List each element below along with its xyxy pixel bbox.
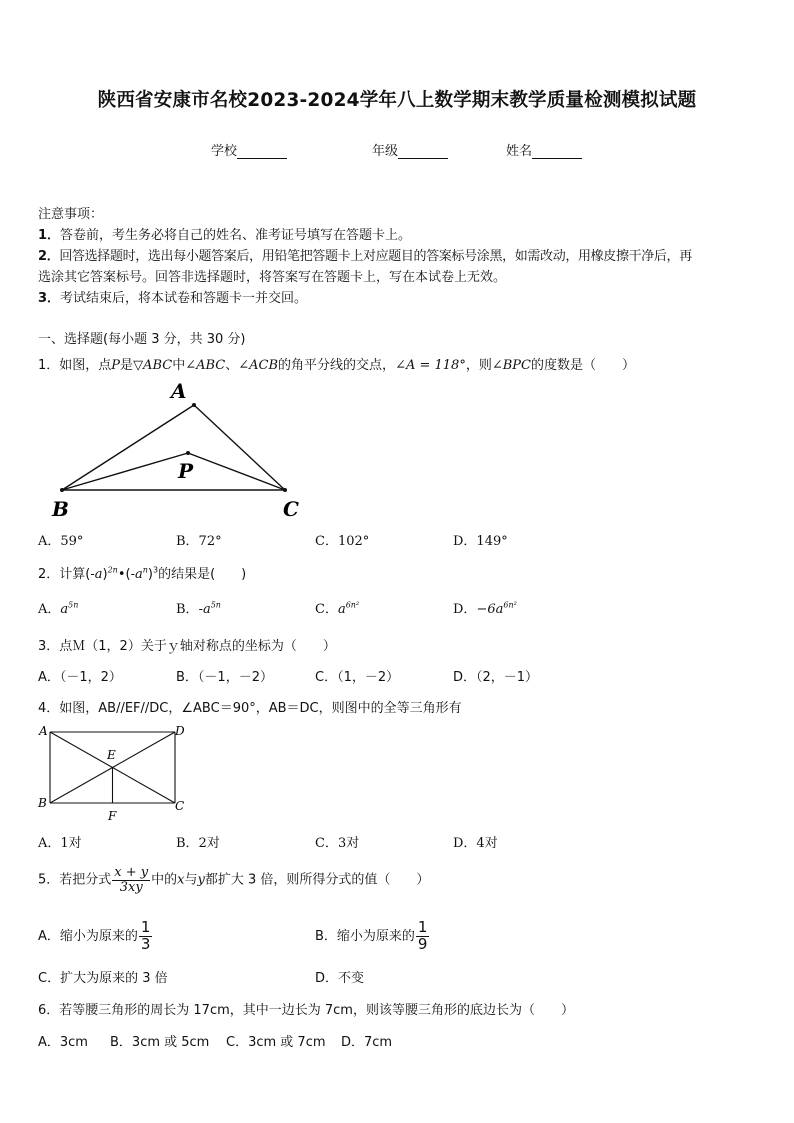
notice-item-1: 1．答卷前，考生务必将自己的姓名、准考证号填写在答题卡上。 (38, 228, 412, 243)
q3-option-b[interactable]: B．（－1，－2） (176, 670, 273, 685)
notice-item-3: 3．考试结束后，将本试卷和答题卡一并交回。 (38, 291, 308, 306)
q2-option-d[interactable]: D．$-6a^{6n^2}$ (453, 600, 517, 617)
q5-option-c[interactable]: C．扩大为原来的 3 倍 (38, 971, 168, 986)
point-label-e: E (107, 748, 116, 762)
q4-option-a[interactable]: A．1对 (38, 836, 82, 851)
school-blank (237, 144, 287, 159)
name-blank (532, 144, 582, 159)
question-6-stem: 6．若等腰三角形的周长为 17cm，其中一边长为 7cm，则该等腰三角形的底边长为（ ） (38, 1003, 574, 1018)
name-label: 姓名 (506, 144, 533, 159)
notice-item-2-cont: 选涂其它答案标号。回答非选择题时，将答案写在答题卡上，写在本试卷上无效。 (38, 270, 507, 285)
q6-option-d[interactable]: D．7cm (341, 1035, 393, 1050)
page-title: 陕西省安康市名校2023-2024学年八上数学期末教学质量检测模拟试题 (97, 90, 697, 111)
vertex-label-a: A (171, 379, 187, 403)
q1-option-b[interactable]: B．72° (176, 534, 222, 549)
q4-option-b[interactable]: B．2对 (176, 836, 220, 851)
point-label-f: F (108, 809, 117, 823)
q6-option-b[interactable]: B．3cm 或 5cm (110, 1035, 210, 1050)
q3-option-c[interactable]: C．（1，－2） (315, 670, 400, 685)
q1-option-d[interactable]: D．149° (453, 534, 508, 549)
q5-option-d[interactable]: D．不变 (315, 971, 365, 986)
question-4-stem: 4．如图，AB//EF//DC，∠ABC＝90°，AB＝DC，则图中的全等三角形有 (38, 701, 462, 716)
q2-option-b[interactable]: B．$-a^{5n}$ (176, 600, 221, 617)
point-label-a: A (39, 724, 48, 738)
vertex-label-b: B (52, 497, 69, 521)
vertex-label-c: C (283, 497, 299, 521)
q3-option-d[interactable]: D．（2，－1） (453, 670, 539, 685)
notice-item-2: 2．回答选择题时，选出每小题答案后，用铅笔把答题卡上对应题目的答案标号涂黑，如需改动，用橡皮擦干净后，再 (38, 249, 692, 264)
school-field (211, 140, 287, 159)
q2-option-c[interactable]: C．$a^{6n^2}$ (315, 600, 360, 617)
rectangle-figure (34, 720, 194, 828)
name-field (506, 140, 582, 159)
q5-fraction: $\frac{x + y}{3xy}$ (114, 865, 149, 895)
vertex-label-p: P (178, 459, 194, 483)
q3-option-a[interactable]: A．（－1，2） (38, 670, 122, 685)
grade-field (372, 140, 448, 159)
q6-option-c[interactable]: C．3cm 或 7cm (226, 1035, 326, 1050)
grade-blank (398, 144, 448, 159)
school-label: 学校 (211, 144, 238, 159)
notice-heading: 注意事项： (38, 207, 104, 222)
triangle-abc-figure (40, 378, 310, 523)
question-5-stem: 5．若把分式 $\frac{x + y}{3xy}$ 中的x与y都扩大 3 倍，则所得分式的值（ ） (38, 865, 430, 895)
section-heading: 一、选择题(每小题 3 分，共 30 分) (38, 332, 246, 347)
point-label-b: B (38, 796, 47, 810)
question-1-stem: 1．如图，点P是▽ABC中∠ABC、∠ACB的角平分线的交点，∠A = 118°，则∠BPC的度数是（ ） (38, 358, 635, 373)
q5-option-b[interactable]: B．缩小为原来的 $\frac{1}{9}$ (315, 918, 428, 953)
point-label-c: C (175, 799, 185, 813)
q5-option-a[interactable]: A．缩小为原来的 $\frac{1}{3}$ (38, 918, 151, 953)
q2-option-a[interactable]: A．$a^{5n}$ (38, 600, 79, 617)
point-label-d: D (175, 724, 185, 738)
q4-option-c[interactable]: C．3对 (315, 836, 360, 851)
grade-label: 年级 (372, 144, 399, 159)
q4-option-d[interactable]: D．4对 (453, 836, 498, 851)
q1-option-a[interactable]: A．59° (38, 534, 84, 549)
question-3-stem: 3．点Ｍ（1，2）关于ｙ轴对称点的坐标为（ ） (38, 639, 336, 654)
q1-option-c[interactable]: C．102° (315, 534, 370, 549)
question-2-stem: 2．计算$(-a)^{2n}•(-a^n)^3$的结果是( ) (38, 565, 247, 582)
q6-option-a[interactable]: A．3cm (38, 1035, 88, 1050)
